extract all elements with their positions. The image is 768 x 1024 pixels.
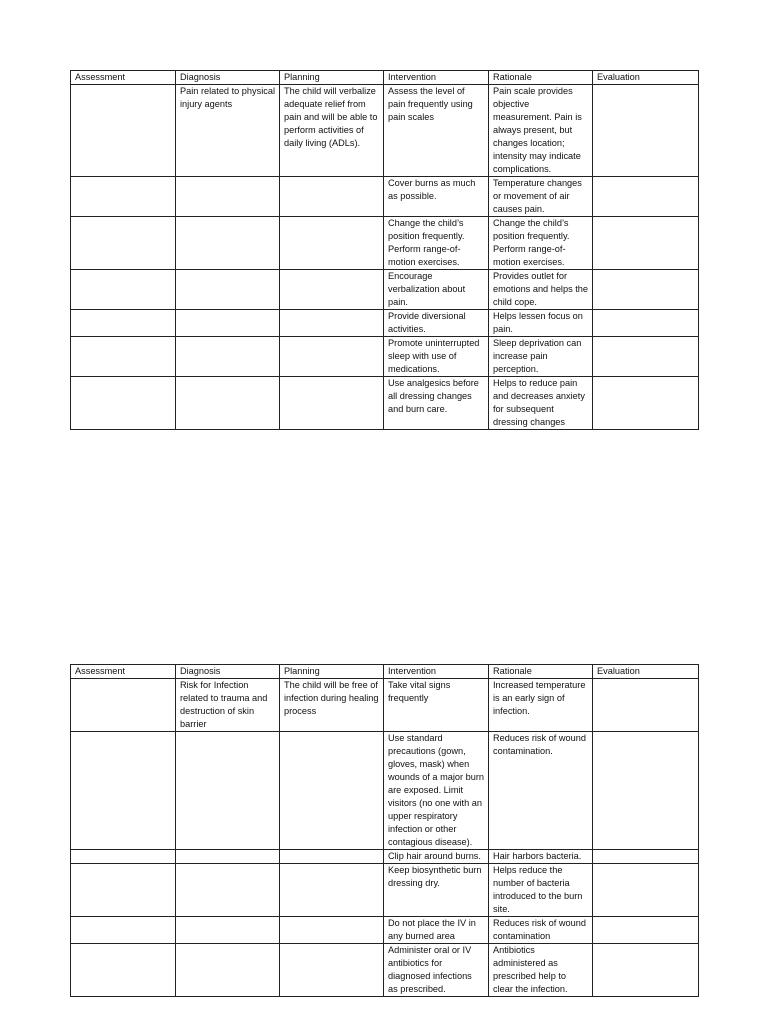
- table-row: [71, 217, 699, 270]
- cell-diagnosis: [176, 917, 280, 944]
- cell-planning: [280, 337, 384, 377]
- cell-planning: The child will verbalize adequate relief from pain and will be able to perform activities of daily living (ADLs).: [280, 85, 384, 177]
- cell-diagnosis: [176, 377, 280, 430]
- cell-evaluation: [593, 310, 699, 337]
- cell-evaluation: [593, 944, 699, 997]
- cell-intervention: Take vital signs frequently: [384, 679, 489, 732]
- cell-evaluation: [593, 679, 699, 732]
- cell-rationale: Hair harbors bacteria.: [489, 850, 593, 864]
- cell-rationale: Pain scale provides objective measurement. Pain is always present, but changes location; intensity may indicate complications.: [489, 85, 593, 177]
- cell-diagnosis: [176, 732, 280, 850]
- cell-diagnosis: [176, 850, 280, 864]
- cell-diagnosis: [176, 270, 280, 310]
- cell-rationale: Increased temperature is an early sign of infection.: [489, 679, 593, 732]
- cell-diagnosis: [176, 337, 280, 377]
- cell-evaluation: [593, 732, 699, 850]
- table-row: [71, 917, 699, 944]
- cell-assessment: [71, 917, 176, 944]
- cell-rationale: Helps lessen focus on pain.: [489, 310, 593, 337]
- table-row: [71, 944, 699, 997]
- cell-rationale: Helps to reduce pain and decreases anxiety for subsequent dressing changes: [489, 377, 593, 430]
- cell-intervention: Promote uninterrupted sleep with use of medications.: [384, 337, 489, 377]
- cell-rationale: Temperature changes or movement of air causes pain.: [489, 177, 593, 217]
- cell-intervention: Use standard precautions (gown, gloves, mask) when wounds of a major burn are exposed. Limit visitors (no one with an upper respiratory infection or other contagious disease).: [384, 732, 489, 850]
- cell-diagnosis: [176, 944, 280, 997]
- cell-assessment: [71, 270, 176, 310]
- cell-intervention: Keep biosynthetic burn dressing dry.: [384, 864, 489, 917]
- cell-planning: [280, 270, 384, 310]
- header-assessment: Assessment: [71, 71, 176, 85]
- cell-rationale: Reduces risk of wound contamination: [489, 917, 593, 944]
- table-row: [71, 337, 699, 377]
- cell-assessment: [71, 177, 176, 217]
- cell-diagnosis: [176, 217, 280, 270]
- cell-assessment: [71, 85, 176, 177]
- infection-care-plan-table: [70, 664, 699, 997]
- cell-planning: [280, 917, 384, 944]
- cell-intervention: Use analgesics before all dressing changes and burn care.: [384, 377, 489, 430]
- cell-planning: [280, 377, 384, 430]
- cell-assessment: [71, 850, 176, 864]
- cell-assessment: [71, 377, 176, 430]
- cell-planning: [280, 850, 384, 864]
- cell-evaluation: [593, 337, 699, 377]
- cell-planning: The child will be free of infection during healing process: [280, 679, 384, 732]
- cell-evaluation: [593, 377, 699, 430]
- header-evaluation: Evaluation: [593, 71, 699, 85]
- header-diagnosis: Diagnosis: [176, 71, 280, 85]
- table-row: [71, 377, 699, 430]
- table-row: [71, 732, 699, 850]
- cell-intervention: Do not place the IV in any burned area: [384, 917, 489, 944]
- cell-diagnosis: Risk for Infection related to trauma and destruction of skin barrier: [176, 679, 280, 732]
- pain-care-plan-table: [70, 70, 699, 430]
- cell-rationale: Helps reduce the number of bacteria introduced to the burn site.: [489, 864, 593, 917]
- header-intervention: Intervention: [384, 665, 489, 679]
- cell-planning: [280, 944, 384, 997]
- table-row: [71, 864, 699, 917]
- cell-intervention: Assess the level of pain frequently using pain scales: [384, 85, 489, 177]
- table-row: [71, 270, 699, 310]
- cell-evaluation: [593, 217, 699, 270]
- cell-rationale: Sleep deprivation can increase pain perception.: [489, 337, 593, 377]
- table-row: [71, 85, 699, 177]
- cell-intervention: Change the child’s position frequently. Perform range-of-motion exercises.: [384, 217, 489, 270]
- cell-assessment: [71, 679, 176, 732]
- cell-rationale: Reduces risk of wound contamination.: [489, 732, 593, 850]
- cell-evaluation: [593, 177, 699, 217]
- cell-diagnosis: Pain related to physical injury agents: [176, 85, 280, 177]
- cell-planning: [280, 217, 384, 270]
- cell-evaluation: [593, 917, 699, 944]
- cell-rationale: Antibiotics administered as prescribed help to clear the infection.: [489, 944, 593, 997]
- table-row: [71, 310, 699, 337]
- header-assessment: Assessment: [71, 665, 176, 679]
- header-rationale: Rationale: [489, 665, 593, 679]
- header-intervention: Intervention: [384, 71, 489, 85]
- cell-evaluation: [593, 864, 699, 917]
- cell-planning: [280, 177, 384, 217]
- cell-assessment: [71, 944, 176, 997]
- cell-assessment: [71, 864, 176, 917]
- header-planning: Planning: [280, 71, 384, 85]
- header-planning: Planning: [280, 665, 384, 679]
- cell-assessment: [71, 732, 176, 850]
- cell-intervention: Encourage verbalization about pain.: [384, 270, 489, 310]
- cell-intervention: Provide diversional activities.: [384, 310, 489, 337]
- cell-diagnosis: [176, 177, 280, 217]
- cell-evaluation: [593, 850, 699, 864]
- cell-rationale: Provides outlet for emotions and helps the child cope.: [489, 270, 593, 310]
- cell-planning: [280, 310, 384, 337]
- table-header-row: [71, 71, 699, 85]
- header-evaluation: Evaluation: [593, 665, 699, 679]
- cell-diagnosis: [176, 310, 280, 337]
- cell-intervention: Administer oral or IV antibiotics for diagnosed infections as prescribed.: [384, 944, 489, 997]
- cell-planning: [280, 732, 384, 850]
- cell-intervention: Cover burns as much as possible.: [384, 177, 489, 217]
- cell-diagnosis: [176, 864, 280, 917]
- cell-assessment: [71, 337, 176, 377]
- header-rationale: Rationale: [489, 71, 593, 85]
- cell-evaluation: [593, 270, 699, 310]
- cell-assessment: [71, 310, 176, 337]
- table-header-row: [71, 665, 699, 679]
- cell-intervention: Clip hair around burns.: [384, 850, 489, 864]
- table-row: [71, 177, 699, 217]
- table-row: [71, 679, 699, 732]
- table-row: [71, 850, 699, 864]
- cell-evaluation: [593, 85, 699, 177]
- cell-rationale: Change the child’s position frequently. Perform range-of-motion exercises.: [489, 217, 593, 270]
- cell-planning: [280, 864, 384, 917]
- header-diagnosis: Diagnosis: [176, 665, 280, 679]
- cell-assessment: [71, 217, 176, 270]
